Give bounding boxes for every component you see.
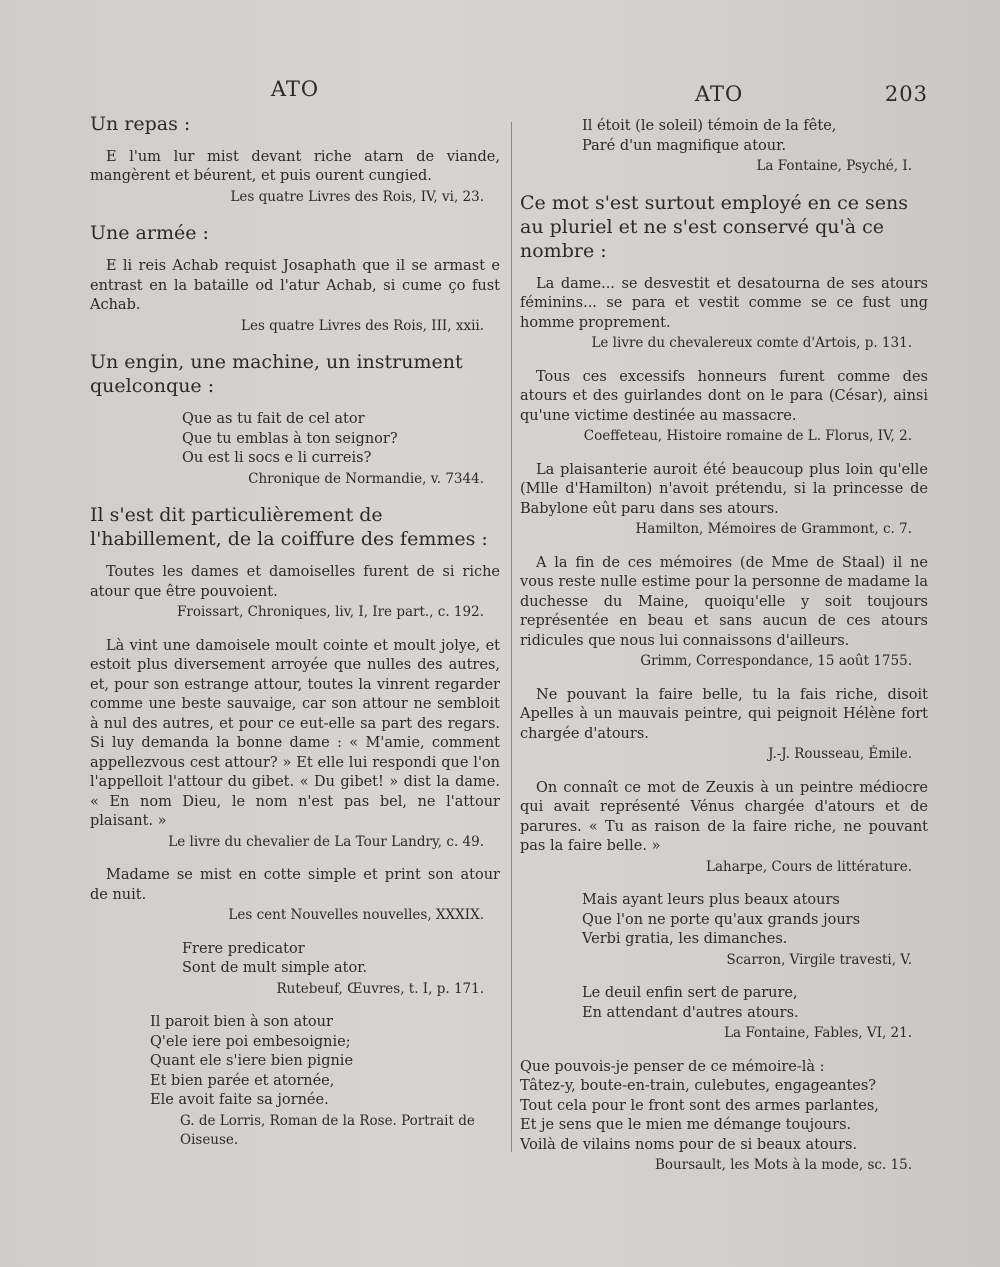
verse-block: [182, 940, 500, 979]
citation: Grimm, Correspondance, 15 août 1755.: [640, 653, 912, 669]
citation: Le livre du chevalier de La Tour Landry, c. 49.: [168, 833, 484, 850]
quotation: Toutes les dames et damoiselles furent de si riche atour que être pouvoient.: [90, 564, 500, 600]
verse-block: [582, 984, 928, 1023]
quotation: E li reis Achab requist Josaphath que il se armast e entrast en la bataille od l'atur Achab, si cume ço fust Achab.: [90, 258, 500, 313]
section-heading: Un engin, une machine, un instrument quelconque :: [90, 351, 463, 397]
quotation: A la fin de ces mémoires (de Mme de Staal) il ne vous reste nulle estime pour la personne de madame la duchesse du Maine, quoiqu'elle y soit toujours représentée en beau et sans aucun de ces atours ridicules que nous lui connaissons d'ailleurs.: [520, 554, 928, 649]
verse-block: [150, 1013, 500, 1111]
quotation: Tous ces excessifs honneurs furent comme des atours et des guirlandes dont on le para (César), ainsi qu'une victime destinée au massacre.: [520, 368, 928, 424]
verse-line: Paré d'un magnifique atour.: [582, 137, 787, 154]
verse-line: Il paroit bien à son atour: [150, 1014, 333, 1030]
verse-line: Que pouvois-je penser de ce mémoire-là :: [520, 1058, 825, 1075]
verse-block: [582, 117, 928, 156]
citation: Boursault, les Mots à la mode, sc. 15.: [655, 1157, 912, 1173]
citation: Les cent Nouvelles nouvelles, XXXIX.: [228, 907, 484, 923]
quotation: Là vint une damoisele moult cointe et moult jolye, et estoit plus diversement arroyée que nulles des autres, et, pour son estrange attour, toutes la vinrent regarder comme une beste sauvaige, car son attour ne sembloit à nul des autres, et pour ce eut-elle sa part des regars. Si luy demanda la bonne dame : « M'amie, comment appellezvous cest attour? » Et elle lui respondi que l'on l'appelloit l'attour du gibet. « Du gibet! » dist la dame. « En nom Dieu, le nom n'est pas bel, ne l'attour plaisant. »: [90, 637, 500, 829]
verse-line: Que l'on ne porte qu'aux grands jours: [582, 911, 861, 928]
section-heading: Une armée :: [90, 222, 209, 244]
right-column: [520, 82, 928, 1190]
verse-line: Que tu emblas à ton seignor?: [182, 430, 398, 447]
verse-line: Et bien parée et atornée,: [150, 1072, 335, 1089]
citation: J.-J. Rousseau, Émile.: [768, 746, 912, 762]
quotation: E l'um lur mist devant riche atarn de viande, mangèrent et béurent, et puis ourent cungied.: [90, 148, 500, 184]
citation: Les quatre Livres des Rois, IV, vi, 23.: [230, 188, 484, 205]
citation: Scarron, Virgile travesti, V.: [726, 951, 912, 968]
quotation: La dame... se desvestit et desatourna de ses atours féminins... se para et vestit comme se ce fust ung homme proprement.: [520, 275, 928, 331]
section-heading: Un repas :: [90, 112, 191, 135]
verse-block: [520, 1058, 928, 1156]
verse-line: Tâtez-y, boute-en-train, culebutes, engageantes?: [520, 1078, 877, 1094]
verse-block: [582, 891, 928, 950]
quotation: Madame se mist en cotte simple et print son atour de nuit.: [90, 867, 500, 903]
section-heading: Ce mot s'est surtout employé en ce sens au pluriel et ne s'est conservé qu'à ce nombre :: [520, 191, 909, 262]
quotation: La plaisanterie auroit été beaucoup plus loin qu'elle (Mlle d'Hamilton) n'avoit prétendu, si la princesse de Babylone eût paru dans ses atours.: [520, 461, 928, 517]
verse-line: Tout cela pour le front sont des armes parlantes,: [520, 1097, 879, 1114]
verse-block: [182, 410, 500, 469]
running-head-title: ATO: [695, 82, 744, 106]
page-number: 203: [884, 82, 928, 106]
left-column: [90, 77, 500, 1165]
citation: Froissart, Chroniques, liv, I, Ire part., c. 192.: [177, 604, 484, 620]
verse-line: Il étoit (le soleil) témoin de la fête,: [582, 118, 837, 134]
verse-line: Frere predicator: [182, 940, 305, 957]
citation: Rutebeuf, Œuvres, t. I, p. 171.: [276, 980, 484, 997]
verse-line: Et je sens que le mien me démange toujours.: [520, 1117, 852, 1133]
citation: Le livre du chevalereux comte d'Artois, p. 131.: [591, 335, 912, 351]
citation: La Fontaine, Fables, VI, 21.: [724, 1025, 912, 1041]
quotation: On connaît ce mot de Zeuxis à un peintre médiocre qui avait représenté Vénus chargée d'atours et de parures. « Tu as raison de la faire riche, ne pouvant pas la faire belle. »: [520, 779, 928, 854]
citation: Chronique de Normandie, v. 7344.: [248, 470, 484, 487]
citation: Les quatre Livres des Rois, III, xxii.: [241, 317, 484, 334]
citation: Hamilton, Mémoires de Grammont, c. 7.: [635, 521, 912, 537]
citation: Laharpe, Cours de littérature.: [705, 858, 912, 875]
verse-line: Le deuil enfin sert de parure,: [582, 985, 798, 1001]
citation: La Fontaine, Psyché, I.: [756, 158, 912, 174]
citation: G. de Lorris, Roman de la Rose. Portrait de Oiseuse.: [180, 1112, 475, 1148]
column-divider: [511, 122, 512, 1152]
section-heading: Il s'est dit particulièrement de l'habillement, de la coiffure des femmes :: [90, 504, 488, 550]
verse-line: Q'ele iere poi embesoignie;: [150, 1033, 351, 1050]
verse-line: Voilà de vilains noms pour de si beaux atours.: [520, 1136, 858, 1153]
verse-line: Que as tu fait de cel ator: [182, 411, 365, 427]
verse-line: En attendant d'autres atours.: [582, 1004, 799, 1021]
verse-line: Quant ele s'iere bien pignie: [150, 1053, 354, 1069]
verse-line: Ele avoit faite sa jornée.: [150, 1092, 329, 1108]
citation: Coeffeteau, Histoire romaine de L. Florus, IV, 2.: [583, 428, 912, 444]
verse-line: Verbi gratia, les dimanches.: [582, 931, 788, 947]
running-head-right: [520, 82, 928, 113]
quotation: Ne pouvant la faire belle, tu la fais riche, disoit Apelles à un mauvais peintre, qui peignoit Hélène fort chargée d'atours.: [520, 686, 928, 742]
verse-line: Sont de mult simple ator.: [182, 960, 368, 976]
verse-line: Ou est li socs e li curreis?: [182, 450, 372, 466]
verse-line: Mais ayant leurs plus beaux atours: [582, 892, 840, 908]
running-head-left: ATO: [270, 77, 320, 101]
